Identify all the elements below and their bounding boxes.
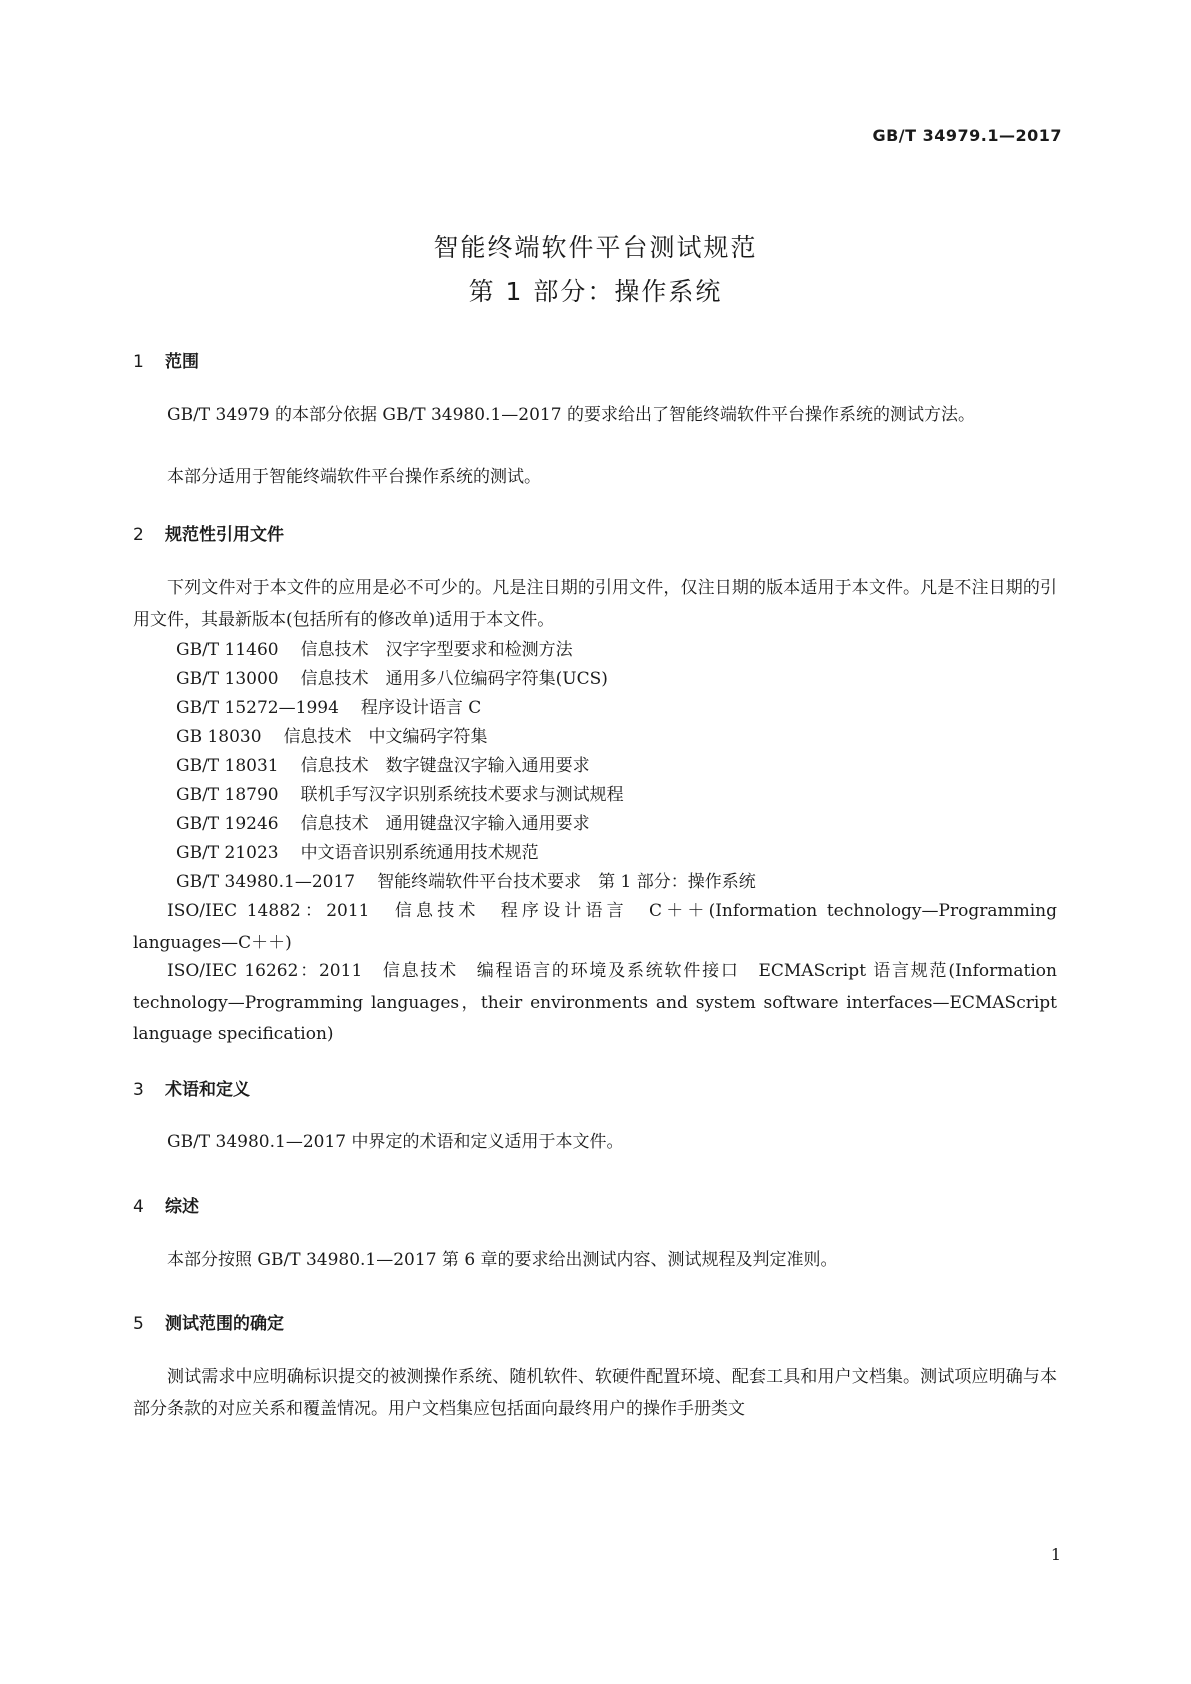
section-heading-overview — [133, 1192, 199, 1217]
reference-code: GB/T 15272—1994 — [176, 698, 339, 718]
reference-title: 联机手写汉字识别系统技术要求与测试规程 — [300, 785, 624, 805]
standard-number: GB/T 34979.1—2017 — [872, 126, 1062, 145]
reference-title: 信息技术 通用键盘汉字输入通用要求 — [300, 814, 590, 834]
reference-code: GB/T 18790 — [176, 785, 279, 805]
reference-item — [176, 838, 539, 870]
section-title: 术语和定义 — [165, 1080, 250, 1100]
reference-item-iso-14882: ISO/IEC 14882：2011 信息技术 程序设计语言 C＋＋(Information technology—Programming languages—C＋＋) — [133, 901, 1057, 953]
reference-code: GB 18030 — [176, 727, 262, 747]
reference-title: 信息技术 数字键盘汉字输入通用要求 — [300, 756, 590, 776]
reference-item — [176, 867, 756, 899]
section-number: 1 — [133, 352, 144, 372]
reference-item — [176, 722, 488, 754]
section-heading-terms — [133, 1075, 250, 1100]
section-heading-test-scope — [133, 1309, 284, 1334]
section-title: 规范性引用文件 — [165, 525, 284, 545]
reference-item — [176, 809, 590, 841]
section-title: 综述 — [165, 1197, 199, 1217]
section-heading-scope — [133, 347, 199, 372]
paragraph: GB/T 34979 的本部分依据 GB/T 34980.1—2017 的要求给出了智能终端软件平台操作系统的测试方法。 — [167, 405, 975, 425]
section-heading-normative-references — [133, 520, 284, 545]
section-number: 3 — [133, 1080, 144, 1100]
reference-code: GB/T 13000 — [176, 669, 279, 689]
reference-title: 信息技术 中文编码字符集 — [283, 727, 488, 747]
reference-code: GB/T 19246 — [176, 814, 279, 834]
document-subtitle: 第 1 部分：操作系统 — [468, 277, 723, 306]
section-number: 2 — [133, 525, 144, 545]
section-number: 5 — [133, 1314, 144, 1334]
paragraph: 测试需求中应明确标识提交的被测操作系统、随机软件、软硬件配置环境、配套工具和用户文档集。测试项应明确与本部分条款的对应关系和覆盖情况。用户文档集应包括面向最终用户的操作手册类文 — [133, 1367, 1057, 1419]
reference-item — [176, 780, 624, 812]
reference-code: GB/T 18031 — [176, 756, 279, 776]
reference-item — [176, 635, 573, 667]
section-number: 4 — [133, 1197, 144, 1217]
reference-item — [176, 693, 481, 725]
paragraph: 本部分按照 GB/T 34980.1—2017 第 6 章的要求给出测试内容、测试规程及判定准则。 — [167, 1250, 838, 1270]
document-title: 智能终端软件平台测试规范 — [433, 233, 758, 262]
reference-item-iso-16262: ISO/IEC 16262：2011 信息技术 编程语言的环境及系统软件接口 ECMAScript 语言规范(Information technology—Programming languages，their environments and system software interfaces—ECMAScript language specification) — [133, 961, 1057, 1044]
reference-title: 程序设计语言 C — [360, 698, 482, 718]
reference-title: 中文语音识别系统通用技术规范 — [300, 843, 539, 863]
reference-code: GB/T 34980.1—2017 — [176, 872, 356, 892]
reference-item — [176, 664, 608, 696]
reference-title: 智能终端软件平台技术要求 第 1 部分：操作系统 — [377, 872, 756, 892]
reference-code: GB/T 21023 — [176, 843, 279, 863]
reference-title: 信息技术 通用多八位编码字符集(UCS) — [300, 669, 608, 689]
section-title: 范围 — [165, 352, 199, 372]
reference-code: GB/T 11460 — [176, 640, 279, 660]
reference-item — [176, 751, 590, 783]
paragraph: 本部分适用于智能终端软件平台操作系统的测试。 — [167, 467, 541, 487]
section-title: 测试范围的确定 — [165, 1314, 284, 1334]
page-number: 1 — [1050, 1545, 1061, 1564]
paragraph: GB/T 34980.1—2017 中界定的术语和定义适用于本文件。 — [167, 1132, 624, 1152]
paragraph: 下列文件对于本文件的应用是必不可少的。凡是注日期的引用文件，仅注日期的版本适用于本文件。凡是不注日期的引用文件，其最新版本(包括所有的修改单)适用于本文件。 — [133, 578, 1057, 630]
reference-title: 信息技术 汉字字型要求和检测方法 — [300, 640, 573, 660]
